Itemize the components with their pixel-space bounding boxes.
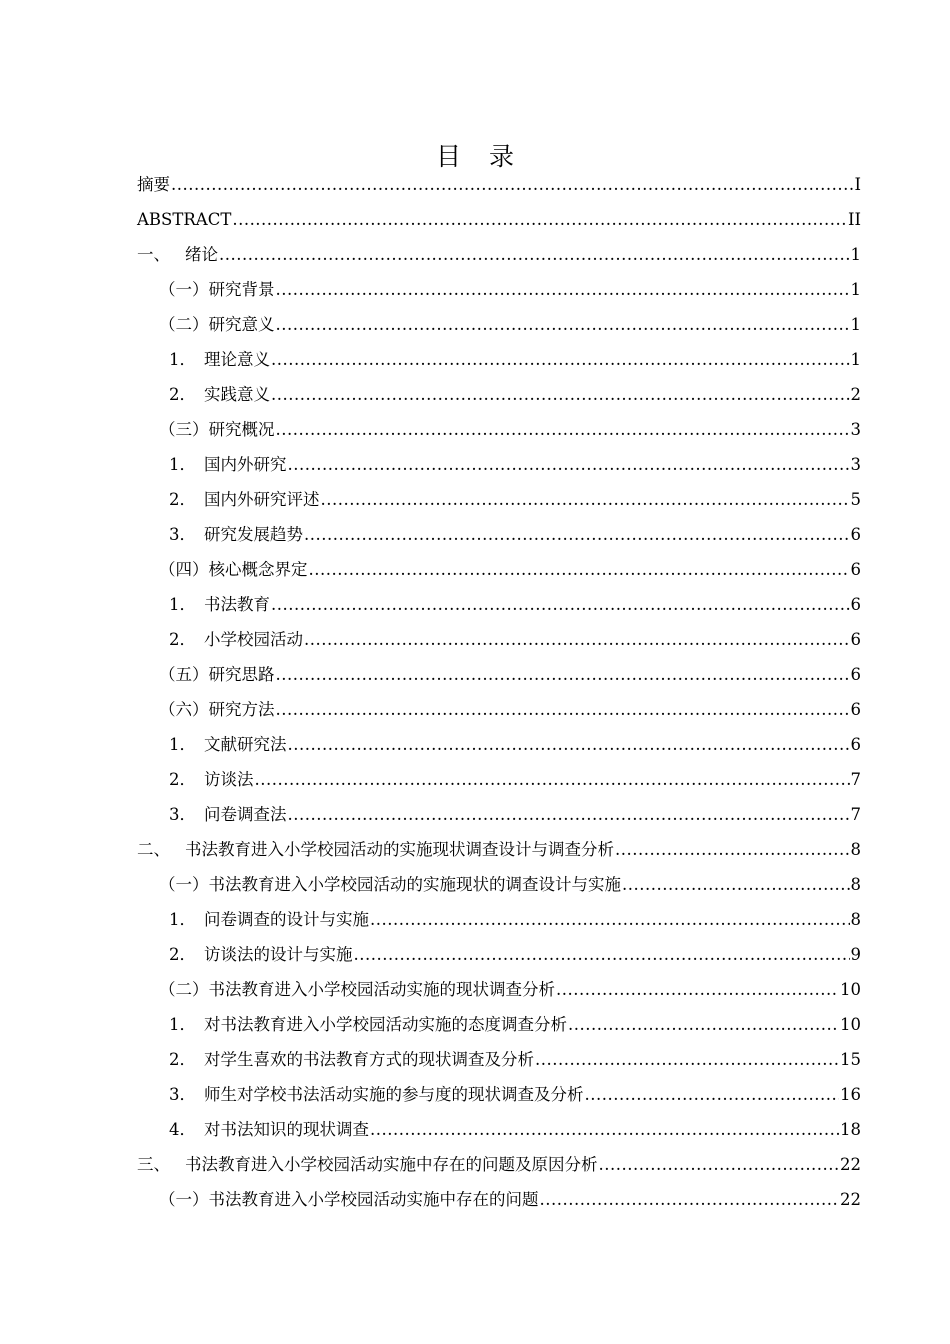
toc-entry[interactable]	[137, 692, 861, 727]
dot-leader	[232, 202, 847, 237]
toc-entry[interactable]	[137, 1007, 861, 1042]
dot-leader	[271, 377, 850, 412]
toc-entry-page: 9	[850, 945, 861, 964]
toc-entry[interactable]	[137, 762, 861, 797]
toc-entry-label	[169, 1042, 534, 1077]
toc-entry-page: 6	[850, 700, 861, 719]
toc-entry-page: 8	[850, 840, 861, 859]
toc-entry-label	[137, 1147, 598, 1182]
toc-entry-text: 书法教育	[204, 595, 270, 614]
toc-entry[interactable]	[137, 1077, 861, 1112]
toc-entry-number: （一）	[159, 875, 209, 894]
toc-entry-page: 18	[840, 1120, 861, 1139]
toc-entry-label	[159, 412, 275, 447]
toc-entry-page: 7	[850, 770, 861, 789]
toc-entry-page: 22	[840, 1190, 861, 1209]
toc-entry-page: 5	[850, 490, 861, 509]
toc-entry-text: 问卷调查的设计与实施	[204, 910, 369, 929]
toc-entry-number: （一）	[159, 1190, 209, 1209]
toc-entry[interactable]	[137, 657, 861, 692]
dot-leader	[304, 622, 850, 657]
toc-entry-label	[169, 447, 287, 482]
dot-leader	[556, 972, 839, 1007]
toc-entry[interactable]	[137, 377, 861, 412]
toc-entry-number: （六）	[159, 700, 209, 719]
toc-entry-number: 二、	[137, 840, 170, 859]
toc-entry-text: 研究概况	[208, 420, 275, 439]
toc-entry[interactable]	[137, 1147, 861, 1182]
toc-entry[interactable]	[137, 832, 861, 867]
toc-entry-number: 1．	[169, 350, 196, 369]
toc-entry[interactable]	[137, 1182, 861, 1217]
toc-entry-number: 1．	[169, 455, 196, 474]
toc-entry[interactable]	[137, 867, 861, 902]
toc-entry-page: 6	[850, 630, 861, 649]
toc-entry-label	[159, 552, 308, 587]
toc-entry[interactable]	[137, 622, 861, 657]
toc-entry-page: 1	[850, 245, 861, 264]
toc-entry[interactable]	[137, 482, 861, 517]
toc-entry-page: 15	[840, 1050, 861, 1069]
toc-entry-label	[137, 237, 218, 272]
toc-entry-text: ABSTRACT	[137, 210, 232, 229]
toc-entry-number: 2．	[169, 945, 196, 964]
toc-entry-text: 访谈法	[204, 770, 254, 789]
dot-leader	[276, 412, 850, 447]
toc-entry-page: 10	[840, 1015, 861, 1034]
toc-entry-label	[169, 1112, 369, 1147]
toc-entry-text: 对学生喜欢的书法教育方式的现状调查及分析	[204, 1050, 534, 1069]
toc-entry-text: 研究背景	[208, 280, 275, 299]
page-title: 目 录	[436, 142, 524, 171]
toc-entry-label	[159, 867, 621, 902]
toc-entry-number: 3．	[169, 805, 196, 824]
toc-entry-page: 8	[850, 875, 861, 894]
toc-entry[interactable]	[137, 517, 861, 552]
toc-entry-label	[169, 377, 270, 412]
toc-entry-label	[137, 832, 614, 867]
toc-entry-page: 6	[850, 560, 861, 579]
toc-entry-text: 书法教育进入小学校园活动的实施现状的调查设计与实施	[208, 875, 621, 894]
dot-leader	[276, 307, 850, 342]
dot-leader	[304, 517, 850, 552]
toc-entry[interactable]	[137, 307, 861, 342]
dot-leader	[321, 482, 850, 517]
toc-entry-page: 1	[850, 315, 861, 334]
toc-entry[interactable]	[137, 342, 861, 377]
toc-entry-page: 16	[840, 1085, 861, 1104]
dot-leader	[370, 902, 850, 937]
toc-entry-text: 国内外研究	[204, 455, 287, 474]
toc-entry-text: 国内外研究评述	[204, 490, 320, 509]
toc-entry-text: 核心概念界定	[208, 560, 308, 579]
dot-leader	[288, 797, 850, 832]
toc-entry-label	[159, 692, 275, 727]
toc-entry-page: 3	[850, 420, 861, 439]
dot-leader	[585, 1077, 840, 1112]
toc-entry-text: 绪论	[185, 245, 218, 264]
toc-entry-number: 2．	[169, 630, 196, 649]
toc-entry[interactable]	[137, 272, 861, 307]
toc-entry-label	[159, 307, 275, 342]
toc-entry-page: 22	[840, 1155, 861, 1174]
toc-entry-label	[159, 272, 275, 307]
toc-entry-text: 小学校园活动	[204, 630, 303, 649]
toc-entry-number: 2．	[169, 1050, 196, 1069]
toc-entry-number: 4．	[169, 1120, 196, 1139]
toc-entry-label	[169, 622, 303, 657]
dot-leader	[599, 1147, 840, 1182]
toc-entry-number: （二）	[159, 315, 209, 334]
toc-entry[interactable]	[137, 447, 861, 482]
toc-entry-label	[169, 342, 270, 377]
toc-entry-page: 6	[850, 735, 861, 754]
toc-entry-text: 书法教育进入小学校园活动实施中存在的问题及原因分析	[185, 1155, 598, 1174]
dot-leader	[535, 1042, 839, 1077]
toc-entry-number: 1．	[169, 735, 196, 754]
toc-entry-text: 文献研究法	[204, 735, 287, 754]
toc-entry-text: 研究方法	[208, 700, 275, 719]
toc-entry-page: 8	[850, 910, 861, 929]
dot-leader	[354, 937, 850, 972]
toc-entry-text: 访谈法的设计与实施	[204, 945, 353, 964]
toc-entry-text: 对书法知识的现状调查	[204, 1120, 369, 1139]
toc-entry[interactable]	[137, 237, 861, 272]
toc-entry-number: 2．	[169, 490, 196, 509]
toc-entry-label	[169, 902, 369, 937]
toc-entry[interactable]	[137, 937, 861, 972]
toc-entry-label	[159, 657, 275, 692]
toc-entry-label	[169, 727, 287, 762]
toc-entry-number: 1．	[169, 910, 196, 929]
toc-entry-number: （三）	[159, 420, 209, 439]
toc-entry-label	[137, 167, 170, 202]
toc-entry-label	[169, 1077, 584, 1112]
toc-entry-label	[159, 972, 555, 1007]
dot-leader	[171, 167, 853, 202]
toc-entry-page: 10	[840, 980, 861, 999]
toc-entry-number: （一）	[159, 280, 209, 299]
toc-entry[interactable]	[137, 587, 861, 622]
toc-entry-page: 7	[850, 805, 861, 824]
toc-entry-text: 研究发展趋势	[204, 525, 303, 544]
toc-entry[interactable]	[137, 902, 861, 937]
toc-entry-page: 6	[850, 525, 861, 544]
toc-entry[interactable]	[137, 972, 861, 1007]
dot-leader	[540, 1182, 840, 1217]
dot-leader	[615, 832, 850, 867]
dot-leader	[288, 727, 850, 762]
toc-entry[interactable]	[137, 1112, 861, 1147]
toc-entry-page: 6	[850, 595, 861, 614]
dot-leader	[255, 762, 850, 797]
toc-entry-number: （四）	[159, 560, 209, 579]
toc-entry-label	[169, 762, 254, 797]
dot-leader	[309, 552, 850, 587]
dot-leader	[622, 867, 850, 902]
dot-leader	[271, 342, 850, 377]
toc-entry-label	[169, 517, 303, 552]
dot-leader	[276, 692, 850, 727]
toc-entry-page: 2	[850, 385, 861, 404]
toc-entry-text: 摘要	[137, 175, 170, 194]
toc-entry-text: 书法教育进入小学校园活动的实施现状调查设计与调查分析	[185, 840, 614, 859]
toc-entry-page: 1	[850, 280, 861, 299]
toc-entry-number: 1．	[169, 595, 196, 614]
toc-entry-text: 书法教育进入小学校园活动实施中存在的问题	[208, 1190, 539, 1209]
toc-entry[interactable]	[137, 412, 861, 447]
toc-entry-label	[137, 202, 231, 237]
table-of-contents	[137, 167, 861, 1217]
dot-leader	[219, 237, 850, 272]
toc-entry-text: 研究思路	[208, 665, 275, 684]
toc-entry-number: 2．	[169, 770, 196, 789]
toc-entry-number: 2．	[169, 385, 196, 404]
dot-leader	[288, 447, 850, 482]
toc-entry-label	[169, 1007, 567, 1042]
toc-entry-text: 研究意义	[208, 315, 275, 334]
toc-entry-page: 6	[850, 665, 861, 684]
toc-entry-text: 师生对学校书法活动实施的参与度的现状调查及分析	[204, 1085, 584, 1104]
toc-entry-page: II	[847, 210, 861, 229]
toc-entry-page: I	[854, 175, 861, 194]
toc-entry-label	[169, 482, 320, 517]
toc-entry-number: （五）	[159, 665, 209, 684]
dot-leader	[276, 657, 850, 692]
dot-leader	[271, 587, 850, 622]
toc-entry-text: 问卷调查法	[204, 805, 287, 824]
toc-entry[interactable]	[137, 552, 861, 587]
toc-entry-label	[169, 937, 353, 972]
toc-entry-number: 三、	[137, 1155, 170, 1174]
toc-entry-number: 一、	[137, 245, 170, 264]
dot-leader	[568, 1007, 839, 1042]
toc-entry-label	[169, 587, 270, 622]
dot-leader	[276, 272, 850, 307]
toc-entry[interactable]	[137, 167, 861, 202]
toc-entry[interactable]	[137, 1042, 861, 1077]
toc-entry-number: 3．	[169, 525, 196, 544]
toc-entry-text: 对书法教育进入小学校园活动实施的态度调查分析	[204, 1015, 567, 1034]
toc-entry[interactable]	[137, 727, 861, 762]
toc-entry-label	[169, 797, 287, 832]
toc-entry-page: 1	[850, 350, 861, 369]
toc-entry-number: 1．	[169, 1015, 196, 1034]
toc-entry-page: 3	[850, 455, 861, 474]
dot-leader	[370, 1112, 839, 1147]
toc-entry[interactable]	[137, 797, 861, 832]
toc-entry-label	[159, 1182, 539, 1217]
toc-entry-number: 3．	[169, 1085, 196, 1104]
toc-entry-number: （二）	[159, 980, 209, 999]
toc-entry-text: 理论意义	[204, 350, 270, 369]
toc-entry-text: 实践意义	[204, 385, 270, 404]
toc-entry[interactable]	[137, 202, 861, 237]
toc-entry-text: 书法教育进入小学校园活动实施的现状调查分析	[208, 980, 555, 999]
